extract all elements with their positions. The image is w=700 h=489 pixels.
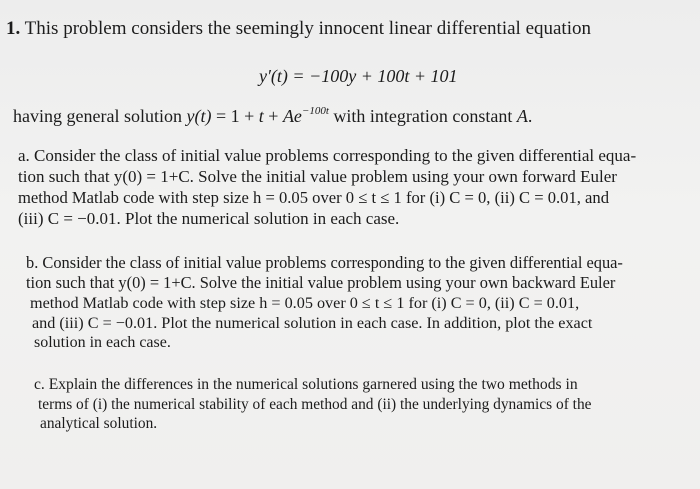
part-b-line: solution in each case. <box>34 334 171 351</box>
differential-equation <box>259 66 458 86</box>
problem-intro: This problem considers the seemingly innocent linear differential equation <box>24 18 591 39</box>
part-b-line: and (iii) C = −0.01. Plot the numerical solution in each case. In addition, plot the exact <box>32 314 593 332</box>
solution-ae: Ae <box>282 106 302 126</box>
part-c-line: c. Explain the differences in the numerical solutions garnered using the two methods in <box>34 376 578 393</box>
general-solution-line <box>13 106 532 126</box>
equation-text: y′(t) = −100y + 100t + 101 <box>259 66 458 86</box>
part-b-line: method Matlab code with step size h = 0.05 over 0 ≤ t ≤ 1 for (i) C = 0, (ii) C = 0.01, <box>30 294 580 312</box>
solution-end: . <box>527 106 533 126</box>
solution-t: t <box>258 106 264 126</box>
solution-lhs: y(t) <box>186 106 212 126</box>
part-a-line: (iii) C = −0.01. Plot the numerical solution in each case. <box>18 209 400 228</box>
part-b-line: b. Consider the class of initial value problems corresponding to the given differential equa- <box>26 253 623 272</box>
solution-exponent: −100t <box>301 105 329 117</box>
solution-plus: + <box>263 106 283 126</box>
solution-rhs-1: = 1 + <box>211 106 259 126</box>
part-a-line: method Matlab code with step size h = 0.05 over 0 ≤ t ≤ 1 for (i) C = 0, (ii) C = 0.01, and <box>18 188 610 207</box>
part-c-line: terms of (i) the numerical stability of each method and (ii) the underlying dynamics of the <box>38 396 592 413</box>
problem-number: 1. <box>6 18 21 39</box>
part-a-line: a. Consider the class of initial value problems corresponding to the given differential equa- <box>18 146 637 165</box>
part-a-line: tion such that y(0) = 1+C. Solve the initial value problem using your own forward Euler <box>18 167 617 186</box>
problem-heading <box>6 19 591 39</box>
part-c-line: analytical solution. <box>40 415 158 432</box>
solution-constant: A <box>516 106 528 126</box>
part-b-line: tion such that y(0) = 1+C. Solve the initial value problem using your own backward Euler <box>26 273 616 292</box>
general-solution-prefix: having general solution <box>13 106 187 126</box>
solution-suffix: with integration constant <box>328 106 517 126</box>
